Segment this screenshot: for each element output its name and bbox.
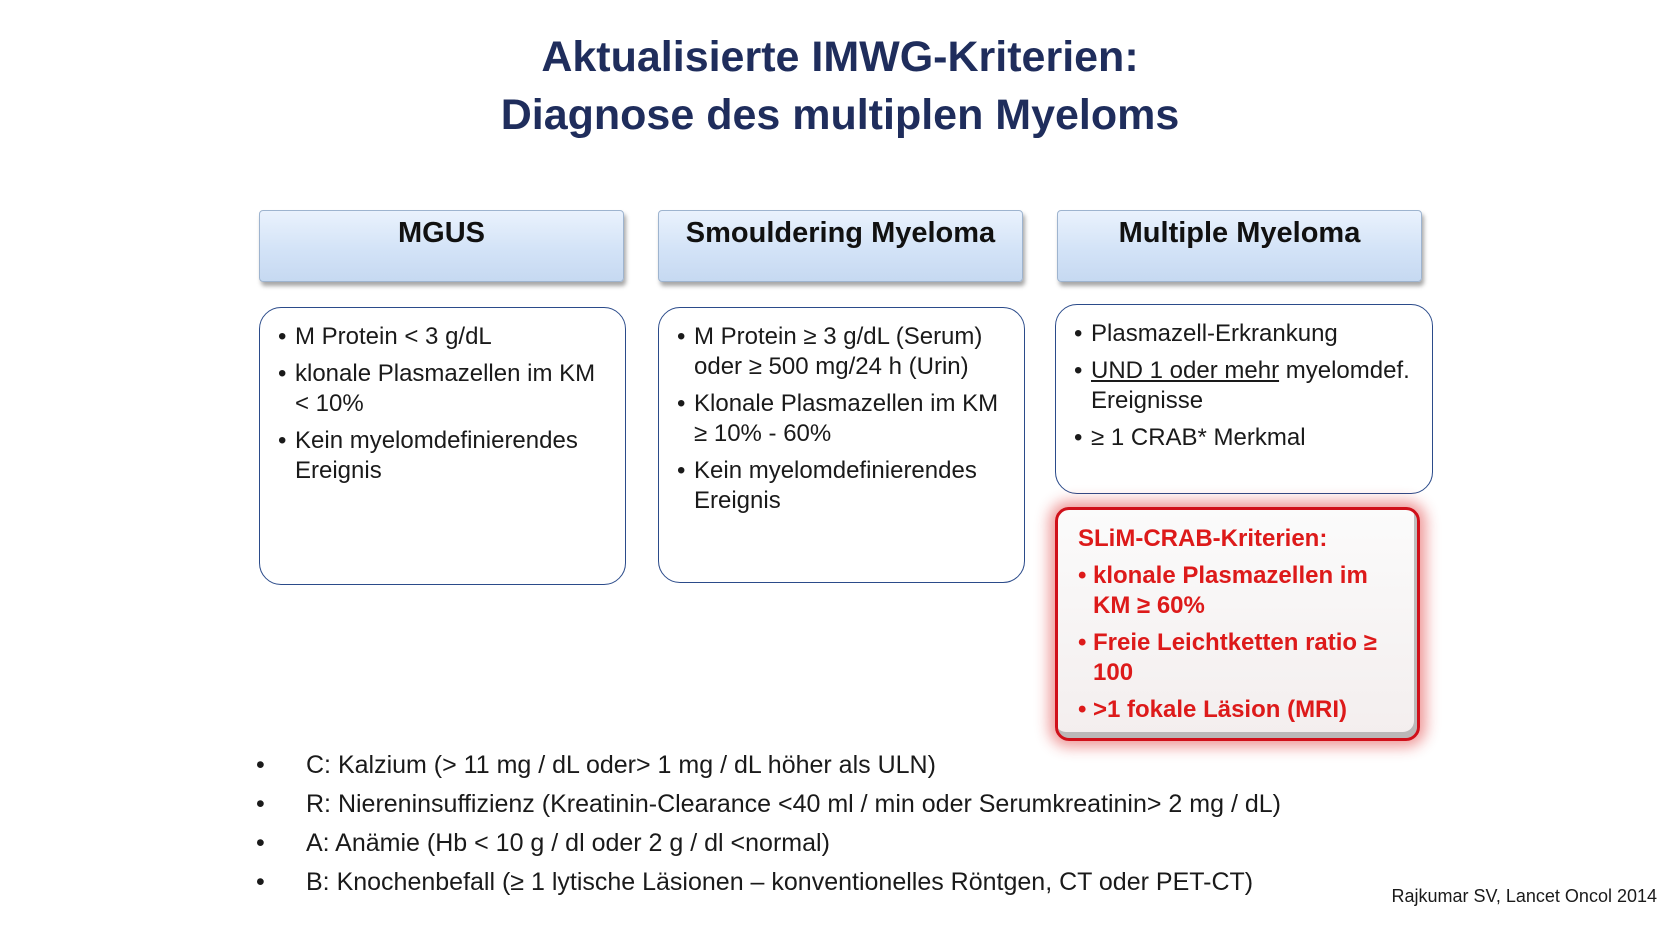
title-line-1: Aktualisierte IMWG-Kriterien: bbox=[541, 33, 1139, 81]
list-item: • Freie Leichtketten ratio ≥ 100 bbox=[1078, 629, 1377, 686]
list-item: • C: Kalzium (> 11 mg / dL oder> 1 mg / dL höher als ULN) bbox=[256, 751, 936, 779]
list-item: • Plasmazell-Erkrankung bbox=[1074, 320, 1338, 347]
criteria-box-multiple-myeloma bbox=[1055, 304, 1433, 494]
list-item: • Klonale Plasmazellen im KM ≥ 10% - 60% bbox=[677, 390, 999, 447]
list-item: • ≥ 1 CRAB* Merkmal bbox=[1074, 424, 1306, 451]
criteria-box-smouldering bbox=[658, 307, 1025, 583]
list-item: • klonale Plasmazellen im KM < 10% bbox=[278, 360, 596, 417]
list-item: • Kein myelomdefinierendes Ereignis bbox=[677, 457, 977, 514]
list-item: • R: Niereninsuffizienz (Kreatinin-Clearance <40 ml / min oder Serumkreatinin> 2 mg / dL) bbox=[256, 790, 1281, 818]
list-item: • UND 1 oder mehr myelomdef. Ereignisse bbox=[1074, 357, 1410, 414]
citation: Rajkumar SV, Lancet Oncol 2014 bbox=[1391, 886, 1657, 906]
list-item: • M Protein < 3 g/dL bbox=[278, 323, 492, 350]
list-item: • M Protein ≥ 3 g/dL (Serum) oder ≥ 500 mg/24 h (Urin) bbox=[677, 323, 983, 380]
page-title bbox=[0, 28, 1680, 144]
slim-crab-title: SLiM-CRAB-Kriterien: bbox=[1078, 525, 1328, 552]
slim-crab-box bbox=[1055, 507, 1420, 741]
list-item: • B: Knochenbefall (≥ 1 lytische Läsionen – konventionelles Röntgen, CT oder PET-CT) bbox=[256, 868, 1254, 896]
criteria-box-mgus bbox=[259, 307, 626, 585]
list-item: • klonale Plasmazellen im KM ≥ 60% bbox=[1078, 562, 1368, 619]
list-item: • A: Anämie (Hb < 10 g / dl oder 2 g / dl <normal) bbox=[256, 829, 830, 857]
header-multiple-myeloma: Multiple Myeloma bbox=[1057, 210, 1422, 282]
list-item: • Kein myelomdefinierendes Ereignis bbox=[278, 427, 578, 484]
list-item: • >1 fokale Läsion (MRI) bbox=[1078, 696, 1348, 723]
title-line-2: Diagnose des multiplen Myeloms bbox=[500, 91, 1180, 139]
header-mgus: MGUS bbox=[259, 210, 624, 282]
crab-definitions-list bbox=[256, 746, 1281, 902]
header-smouldering-myeloma: Smouldering Myeloma bbox=[658, 210, 1023, 282]
